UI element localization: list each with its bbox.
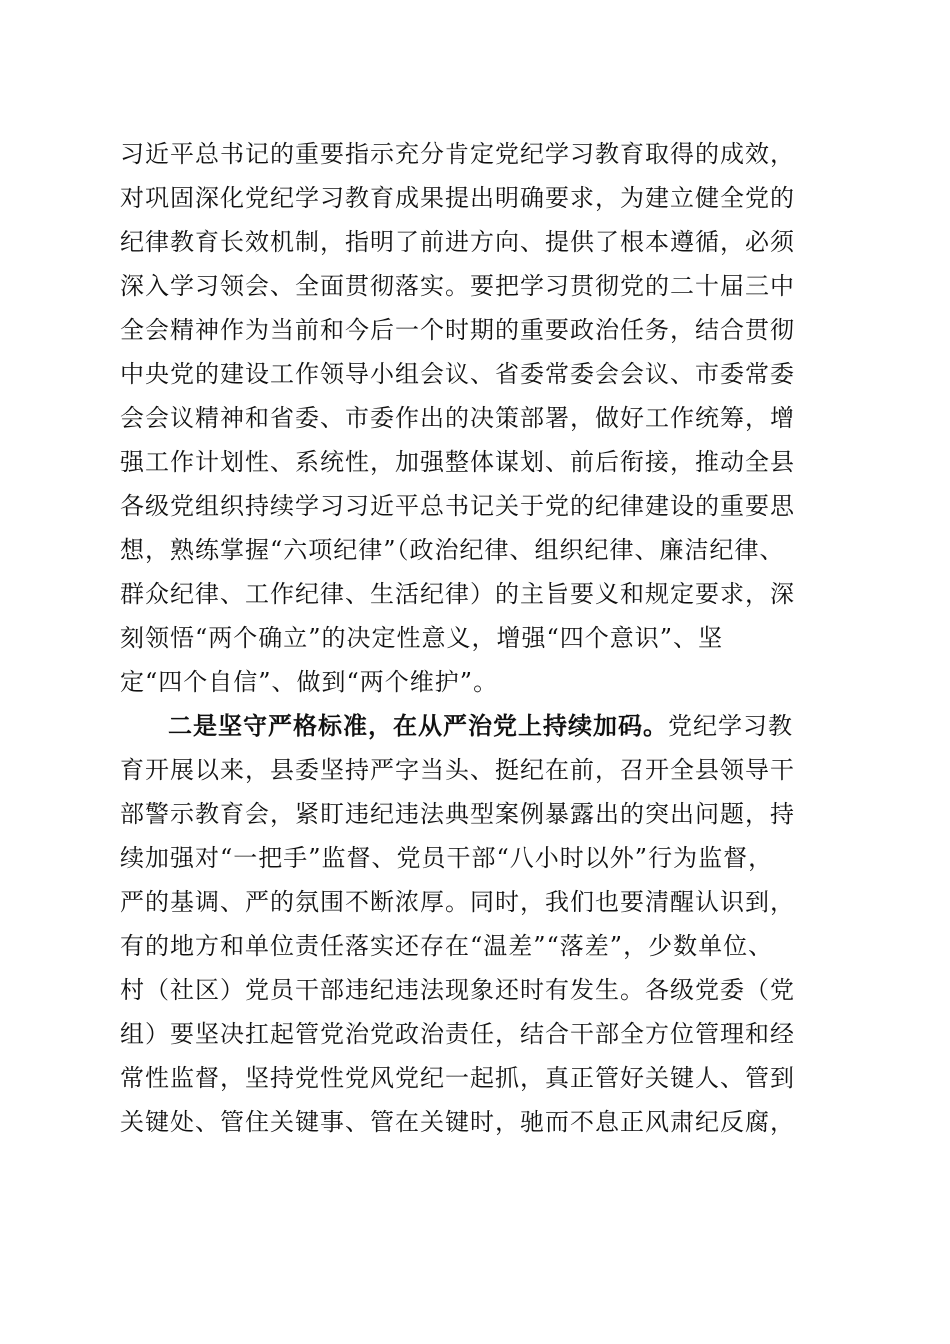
text-line: 有的地方和单位责任落实还存在“温差”“落差”，少数单位、 (120, 932, 774, 960)
text-line: 会会议精神和省委、市委作出的决策部署，做好工作统筹，增 (120, 404, 795, 432)
text-line: 村（社区）党员干部违纪违法现象还时有发生。各级党委（党 (120, 976, 795, 1004)
text-line: 群众纪律、工作纪律、生活纪律）的主旨要义和规定要求，深 (120, 580, 795, 608)
text-line: 关键处、管住关键事、管在关键时，驰而不息正风肃纪反腐， (120, 1108, 795, 1136)
text-line: 定“四个自信”、做到“两个维护”。 (120, 668, 499, 696)
text-line: 习近平总书记的重要指示充分肯定党纪学习教育取得的成效， (120, 140, 795, 168)
text-line: 深入学习领会、全面贯彻落实。要把学习贯彻党的二十届三中 (120, 272, 795, 300)
text-line: 严的基调、严的氛围不断浓厚。同时，我们也要清醒认识到， (120, 888, 795, 916)
text-line: 对巩固深化党纪学习教育成果提出明确要求，为建立健全党的 (120, 184, 795, 212)
paragraph-2 (120, 704, 840, 1144)
text-line: 强工作计划性、系统性，加强整体谋划、前后衔接，推动全县 (120, 448, 795, 476)
text-line: 纪律教育长效机制，指明了前进方向、提供了根本遵循，必须 (120, 228, 795, 256)
text-line: 全会精神作为当前和今后一个时期的重要政治任务，结合贯彻 (120, 316, 795, 344)
text-line: 刻领悟“两个确立”的决定性意义，增强“四个意识”、坚 (120, 624, 724, 652)
text-line: 续加强对“一把手”监督、党员干部“八小时以外”行为监督， (120, 844, 774, 872)
text-fragment: 党纪学习教 (668, 712, 793, 740)
paragraph-1 (120, 132, 840, 704)
text-line: 想，熟练掌握“六项纪律”（政治纪律、组织纪律、廉洁纪律、 (120, 536, 785, 564)
paragraph-2-first-line (120, 704, 840, 748)
text-line: 各级党组织持续学习习近平总书记关于党的纪律建设的重要思 (120, 492, 795, 520)
text-line: 育开展以来，县委坚持严字当头、挺纪在前，召开全县领导干 (120, 756, 795, 784)
text-line: 中央党的建设工作领导小组会议、省委常委会会议、市委常委 (120, 360, 795, 388)
paragraph-heading: 二是坚守严格标准，在从严治党上持续加码。 (168, 711, 668, 740)
text-line: 常性监督，坚持党性党风党纪一起抓，真正管好关键人、管到 (120, 1064, 795, 1092)
text-line: 组）要坚决扛起管党治党政治责任，结合干部全方位管理和经 (120, 1020, 795, 1048)
text-line: 部警示教育会，紧盯违纪违法典型案例暴露出的突出问题，持 (120, 800, 795, 828)
body-text (120, 132, 840, 1144)
